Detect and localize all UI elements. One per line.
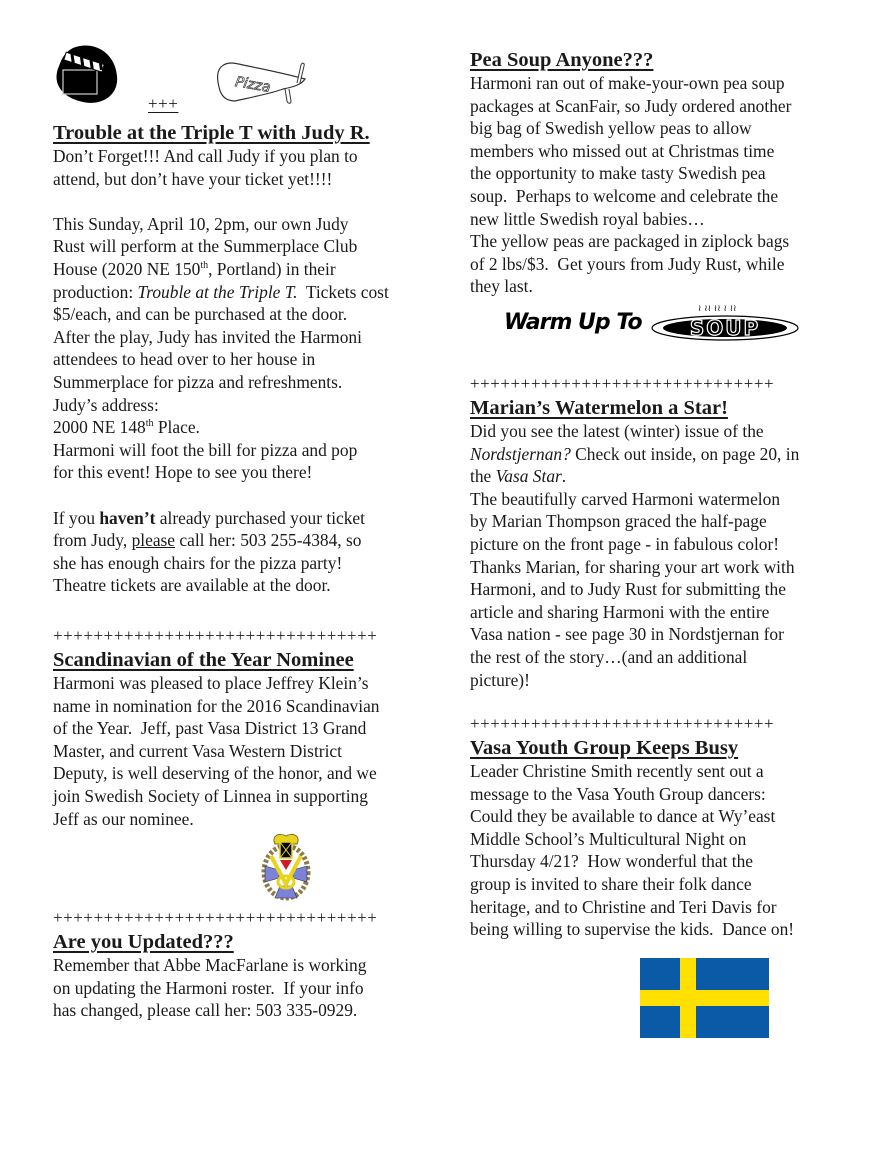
- article-title: Vasa Youth Group Keeps Busy: [470, 737, 739, 759]
- text-line: has changed, please call her: 503 335-0929.: [53, 1000, 358, 1021]
- publication-section: Vasa Star: [495, 466, 562, 487]
- text-line: the rest of the story…(and an additional: [470, 646, 748, 667]
- text-line: Harmoni was pleased to place Jeffrey Klein’s: [53, 673, 369, 693]
- text-line: they last.: [470, 276, 533, 297]
- text-line: [53, 416, 433, 439]
- text-span: production:: [53, 281, 138, 302]
- article-watermelon-star: [470, 396, 850, 691]
- article-vasa-youth-group: [470, 736, 850, 941]
- article-pea-soup: [470, 48, 850, 298]
- plus-divider: ++++++++++++++++++++++++++++++++: [53, 626, 378, 645]
- svg-text:≀ ≀≀ ≀≀ ≀ ≀≀: ≀ ≀≀ ≀≀ ≀ ≀≀: [698, 304, 737, 314]
- text-line: packages at ScanFair, so Judy ordered another: [470, 95, 792, 116]
- text-line: [470, 465, 850, 488]
- text-line: name in nomination for the 2016 Scandinavian: [53, 695, 380, 716]
- text-line: Leader Christine Smith recently sent out a: [470, 761, 764, 781]
- text-line: Master, and current Vasa Western District: [53, 740, 342, 761]
- text-line: [53, 507, 433, 530]
- text-line: article and sharing Harmoni with the entire: [470, 601, 770, 622]
- text-line: Remember that Abbe MacFarlane is working: [53, 955, 367, 975]
- article-title: Marian’s Watermelon a Star!: [470, 397, 728, 419]
- text-line: Judy’s address:: [53, 394, 159, 415]
- text-line: Thursday 4/21? How wonderful that the: [470, 851, 754, 872]
- text-line: [470, 443, 850, 466]
- text-line: Harmoni, and to Judy Rust for submitting the: [470, 579, 786, 600]
- soup-text: SOUP: [689, 316, 761, 340]
- text-span: Place.: [153, 417, 200, 438]
- superscript: th: [200, 259, 209, 271]
- text-line: Deputy, is well deserving of the honor, and we: [53, 763, 377, 784]
- pizza-label: Pizza: [233, 73, 272, 96]
- text-span: already purchased your ticket: [155, 507, 365, 528]
- text-span: If you: [53, 507, 100, 528]
- text-line: Don’t Forget!!! And call Judy if you plan to: [53, 146, 358, 166]
- text-line: Harmoni ran out of make-your-own pea soup: [470, 73, 785, 93]
- text-line: for this event! Hope to see you there!: [53, 462, 313, 483]
- text-line: she has enough chairs for the pizza party!: [53, 552, 343, 573]
- warm-up-to-soup-graphic: [500, 300, 800, 346]
- text-line: soup. Perhaps to welcome and celebrate the: [470, 185, 779, 206]
- text-span: from Judy,: [53, 530, 132, 551]
- text-line: $5/each, and can be purchased at the door.: [53, 304, 348, 325]
- text-line: picture)!: [470, 669, 530, 690]
- text-line: new little Swedish royal babies…: [470, 208, 705, 229]
- warm-up-to-text: Warm Up To: [504, 310, 642, 335]
- text-line: [53, 529, 433, 552]
- text-span: House (2020 NE 150: [53, 258, 201, 279]
- text-span: call her: 503 255-4384, so: [175, 530, 362, 551]
- text-line: by Marian Thompson graced the half-page: [470, 511, 767, 532]
- text-line: picture on the front page - in fabulous color!: [470, 533, 780, 554]
- pizza-slice-icon: [213, 57, 313, 107]
- text-line: Harmoni will foot the bill for pizza and pop: [53, 439, 358, 460]
- plus-separator-short: +++: [148, 94, 179, 113]
- text-line: Middle School’s Multicultural Night on: [470, 828, 747, 849]
- play-title: Trouble at the Triple T.: [137, 281, 298, 302]
- article-are-you-updated: [53, 930, 433, 1022]
- text-line: Did you see the latest (winter) issue of the: [470, 421, 764, 441]
- text-span: , Portland) in their: [208, 258, 336, 279]
- text-line: message to the Vasa Youth Group dancers:: [470, 783, 766, 804]
- swedish-flag-icon: [640, 958, 769, 1038]
- text-line: This Sunday, April 10, 2pm, our own Judy: [53, 213, 349, 234]
- text-span: Tickets cost: [297, 281, 389, 302]
- text-line: attendees to head over to her house in: [53, 349, 316, 370]
- vasa-order-emblem-icon: [261, 830, 311, 902]
- plus-divider: ++++++++++++++++++++++++++++++: [470, 374, 775, 393]
- text-line: Summerplace for pizza and refreshments.: [53, 371, 343, 392]
- text-line: attend, but don’t have your ticket yet!!!!: [53, 168, 333, 189]
- text-span: 2000 NE 148: [53, 417, 146, 438]
- publication-title: Nordstjernan?: [470, 443, 571, 464]
- text-line: Vasa nation - see page 30 in Nordstjernan for: [470, 624, 784, 645]
- superscript: th: [145, 418, 154, 430]
- film-clapper-icon: [53, 44, 123, 104]
- text-line: of the Year. Jeff, past Vasa District 13 Grand: [53, 718, 367, 739]
- plus-divider: ++++++++++++++++++++++++++++++++: [53, 908, 378, 927]
- text-line: Thanks Marian, for sharing your art work with: [470, 556, 795, 577]
- emphasis-bold: haven’t: [99, 507, 156, 528]
- text-line: Theatre tickets are available at the door.: [53, 575, 331, 596]
- emphasis-underline: please: [131, 530, 176, 551]
- text-span: .: [561, 466, 567, 487]
- text-line: Jeff as our nominee.: [53, 808, 194, 829]
- text-line: big bag of Swedish yellow peas to allow: [470, 118, 752, 139]
- text-line: join Swedish Society of Linnea in supporting: [53, 785, 368, 806]
- text-line: the opportunity to make tasty Swedish pea: [470, 163, 766, 184]
- text-line: [53, 258, 433, 281]
- text-line: being willing to supervise the kids. Dance on!: [470, 919, 795, 940]
- text-line: The yellow peas are packaged in ziplock bags: [470, 231, 790, 252]
- text-line: on updating the Harmoni roster. If your info: [53, 977, 364, 998]
- text-line: The beautifully carved Harmoni watermelon: [470, 488, 781, 509]
- text-span: Check out inside, on page 20, in: [570, 443, 800, 464]
- text-line: [53, 281, 433, 304]
- text-line: heritage, and to Christine and Teri Davis for: [470, 896, 777, 917]
- article-title: Scandinavian of the Year Nominee: [53, 649, 354, 671]
- text-line: Could they be available to dance at Wy’east: [470, 806, 776, 827]
- plus-divider: ++++++++++++++++++++++++++++++: [470, 714, 775, 733]
- article-title: Pea Soup Anyone???: [470, 49, 654, 71]
- text-line: After the play, Judy has invited the Harmoni: [53, 326, 362, 347]
- article-trouble-triple-t: [53, 121, 433, 597]
- text-line: group is invited to share their folk dance: [470, 873, 752, 894]
- text-line: of 2 lbs/$3. Get yours from Judy Rust, while: [470, 253, 785, 274]
- text-line: Rust will perform at the Summerplace Club: [53, 236, 358, 257]
- article-title: Trouble at the Triple T with Judy R.: [53, 122, 370, 144]
- text-line: members who missed out at Christmas time: [470, 140, 775, 161]
- text-span: the: [470, 466, 496, 487]
- article-title: Are you Updated???: [53, 931, 234, 953]
- article-scandinavian-nominee: [53, 648, 433, 830]
